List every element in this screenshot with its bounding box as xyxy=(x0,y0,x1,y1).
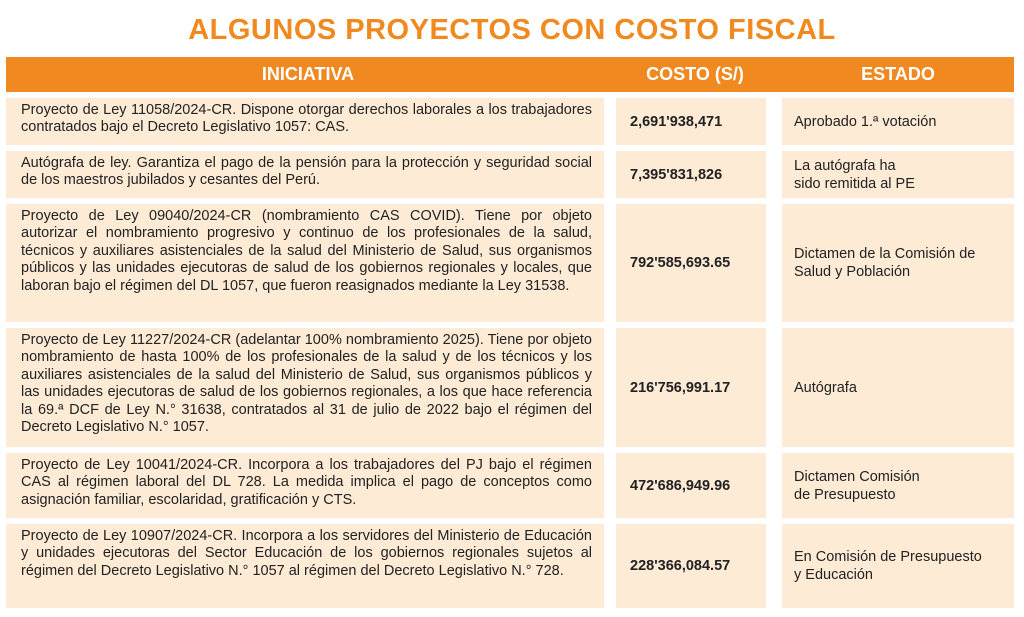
table-header xyxy=(6,57,1014,92)
header-estado: ESTADO xyxy=(861,64,935,84)
row-3-estado: Autógrafa xyxy=(782,328,1014,447)
row-1-iniciativa: Autógrafa de ley. Garantiza el pago de la pensión para la protección y seguridad social de los maestros jubilados y cesantes del Perú. xyxy=(6,151,604,198)
row-5-iniciativa: Proyecto de Ley 10907/2024-CR. Incorpora a los servidores del Ministerio de Educación y unidades ejecutoras del Sector Educación de los gobiernos regionales sujetos al régimen del Decreto Legislativo N.° 1057 al régimen del Decreto Legislativo N.° 728. xyxy=(6,524,604,608)
row-2-iniciativa: Proyecto de Ley 09040/2024-CR (nombramiento CAS COVID). Tiene por objeto autorizar el nombramiento progresivo y continuo de los profesionales de la salud, técnicos y auxiliares asistenciales de la salud del Ministerio de Salud, sus organismos públicos y las unidades ejecutoras de salud de los gobiernos regionales y locales, que laboran bajo el régimen del DL 1057, que fueron reasignados mediante la Ley 31538. xyxy=(6,204,604,322)
row-3-iniciativa: Proyecto de Ley 11227/2024-CR (adelantar 100% nombramiento 2025). Tiene por objeto nombramiento de hasta 100% de los profesionales de la salud y de los técnicos y los auxiliares asistenciales de la salud del Ministerio de Salud, sus organismos públicos y las unidades ejecutoras de salud de los gobiernos regionales, a los que hace referencia la 69.ª DCF de Ley N.° 31638, contratados al 31 de julio de 2022 bajo el régimen del Decreto Legislativo N.° 1057. xyxy=(6,328,604,447)
row-4-iniciativa: Proyecto de Ley 10041/2024-CR. Incorpora a los trabajadores del PJ bajo el régimen CAS al régimen laboral del DL 728. La medida implica el pago de conceptos como asignación familiar, escolaridad, gratificación y CTS. xyxy=(6,453,604,518)
row-5-estado: En Comisión de Presupuesto y Educación xyxy=(782,524,1014,608)
header-iniciativa: INICIATIVA xyxy=(261,64,355,84)
row-0-iniciativa: Proyecto de Ley 11058/2024-CR. Dispone otorgar derechos laborales a los trabajadores contratados bajo el Decreto Legislativo 1057: CAS. xyxy=(6,98,604,145)
row-4-estado: Dictamen Comisión de Presupuesto xyxy=(782,453,1014,518)
row-1-estado: La autógrafa ha sido remitida al PE xyxy=(782,151,1014,198)
header-costo: COSTO (S/) xyxy=(646,64,744,84)
row-0-estado: Aprobado 1.ª votación xyxy=(782,98,1014,145)
row-2-estado: Dictamen de la Comisión de Salud y Población xyxy=(782,204,1014,322)
row-2-costo: 792'585,693.65 xyxy=(616,204,766,322)
row-5-costo: 228'366,084.57 xyxy=(616,524,766,608)
page-title: ALGUNOS PROYECTOS CON COSTO FISCAL xyxy=(188,14,836,46)
row-0-costo: 2,691'938,471 xyxy=(616,98,766,145)
row-1-costo: 7,395'831,826 xyxy=(616,151,766,198)
row-3-costo: 216'756,991.17 xyxy=(616,328,766,447)
row-4-costo: 472'686,949.96 xyxy=(616,453,766,518)
